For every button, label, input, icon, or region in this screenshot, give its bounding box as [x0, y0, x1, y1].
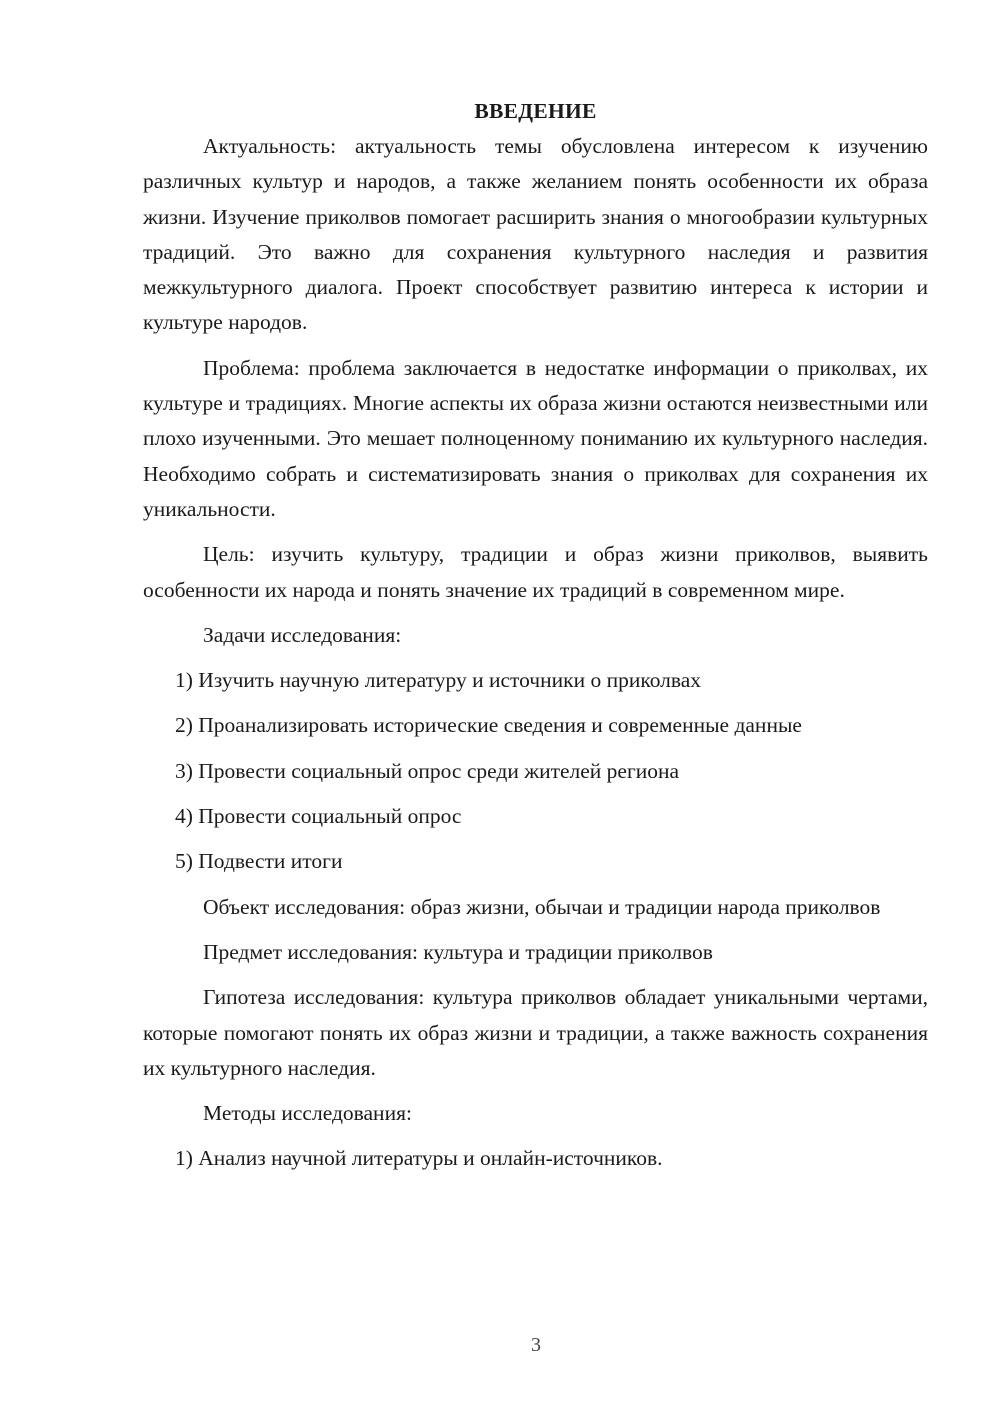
object-paragraph: Объект исследования: образ жизни, обычаи и традиции народа приколвов	[203, 894, 881, 919]
document-page	[143, 94, 928, 1187]
task-item: 1) Изучить научную литературу и источники о приколвах	[175, 668, 702, 693]
goal-paragraph: Цель: изучить культуру, традиции и образ жизни приколвов, выявить особенности их народа и понять значение их традиций в современном мире.	[143, 542, 928, 602]
task-item: 5) Подвести итоги	[175, 849, 343, 874]
relevance-paragraph: Актуальность: актуальность темы обусловлена интересом к изучению различных культур и народов, а также желанием понять особенности их образа жизни. Изучение приколвов помогает расширить знания о многообразии культурных традиций. Это важно для сохранения культурного наследия и развития межкультурного диалога. Проект способствует развитию интереса к истории и культуре народов.	[143, 134, 928, 335]
hypothesis-paragraph: Гипотеза исследования: культура приколвов обладает уникальными чертами, которые помогают понять их образ жизни и традиции, а также важность сохранения их культурного наследия.	[143, 985, 928, 1080]
method-item: 1) Анализ научной литературы и онлайн-источников.	[175, 1146, 663, 1171]
section-title: ВВЕДЕНИЕ	[474, 99, 597, 123]
methods-heading: Методы исследования:	[203, 1101, 412, 1126]
task-item: 3) Провести социальный опрос среди жителей региона	[175, 758, 680, 783]
subject-paragraph: Предмет исследования: культура и традиции приколвов	[203, 939, 713, 964]
page-number: 3	[531, 1334, 541, 1356]
tasks-heading: Задачи исследования:	[203, 622, 402, 647]
task-item: 4) Провести социальный опрос	[175, 804, 462, 829]
problem-paragraph: Проблема: проблема заключается в недостатке информации о приколвах, их культуре и традициях. Многие аспекты их образа жизни остаются неизвестными или плохо изученными. Это мешает полноценному пониманию их культурного наследия. Необходимо собрать и систематизировать знания о приколвах для сохранения их уникальности.	[143, 355, 928, 521]
task-item: 2) Проанализировать исторические сведения и современные данные	[175, 713, 802, 738]
